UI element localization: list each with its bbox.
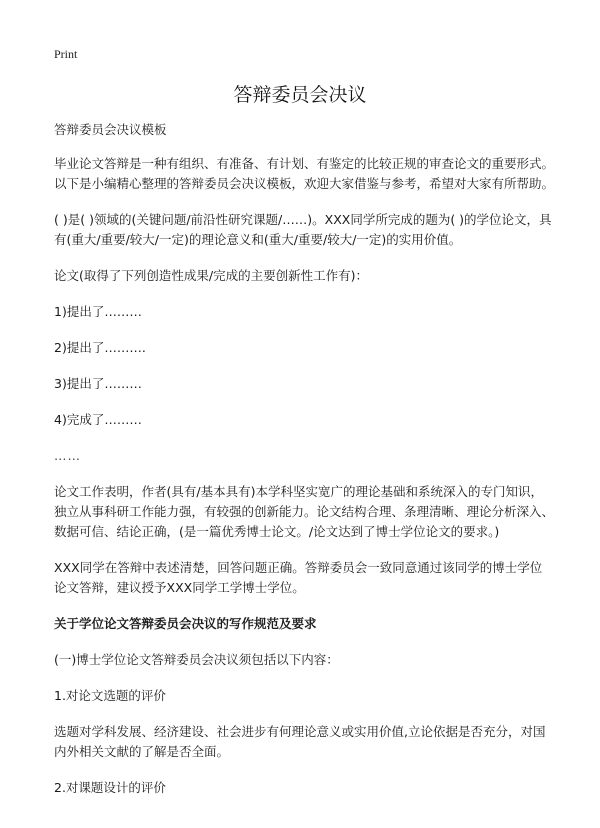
page-title: 答辩委员会决议 bbox=[233, 84, 367, 106]
template-paragraph-4: XXX同学在答辩中表述清楚，回答问题正确。答辩委员会一致同意通过该同学的博士学位论文答辩，建议授予XXX同学工学博士学位。 bbox=[54, 560, 543, 595]
list-item: 2)提出了………. bbox=[54, 340, 146, 355]
point-body: 选题对学科发展、经济建设、社会进步有何理论意义或实用价值,立论依据是否充分，对国内外相关文献的了解是否全面。 bbox=[54, 724, 546, 759]
section-heading: 关于学位论文答辩委员会决议的写作规范及要求 bbox=[54, 616, 317, 631]
ellipsis-line: …… bbox=[54, 448, 81, 463]
print-link[interactable]: Print bbox=[54, 47, 78, 61]
document-subtitle: 答辩委员会决议模板 bbox=[54, 122, 167, 137]
document-body bbox=[54, 120, 554, 814]
list-item: 1)提出了……… bbox=[54, 304, 142, 319]
list-item: 3)提出了……… bbox=[54, 376, 142, 391]
template-paragraph-2: 论文(取得了下列创造性成果/完成的主要创新性工作有)： bbox=[54, 268, 368, 283]
template-paragraph-3: 论文工作表明，作者(具有/基本具有)本学科坚实宽广的理论基础和系统深入的专门知识，独立从事科研工作能力强，有较强的创新能力。论文结构合理、条理清晰、理论分析深入、数据可信、结论正确，(是一篇优秀博士论文。/论文达到了博士学位论文的要求。) bbox=[54, 484, 555, 539]
list-item: 4)完成了……… bbox=[54, 412, 142, 427]
intro-paragraph: 毕业论文答辩是一种有组织、有准备、有计划、有鉴定的比较正规的审查论文的重要形式。以下是小编精心整理的答辩委员会决议模板，欢迎大家借鉴与参考，希望对大家有所帮助。 bbox=[54, 156, 555, 191]
point-title: 2.对课题设计的评价 bbox=[54, 780, 166, 795]
subsection-heading: (一)博士学位论文答辩委员会决议须包括以下内容： bbox=[54, 652, 339, 667]
template-paragraph-1: ( )是( )领域的(关键问题/前沿性研究课题/……)。XXX同学所完成的题为( )的学位论文，具有(重大/重要/较大/一定)的理论意义和(重大/重要/较大/一定)的实用价值。 bbox=[54, 212, 552, 247]
point-title: 1.对论文选题的评价 bbox=[54, 688, 166, 703]
